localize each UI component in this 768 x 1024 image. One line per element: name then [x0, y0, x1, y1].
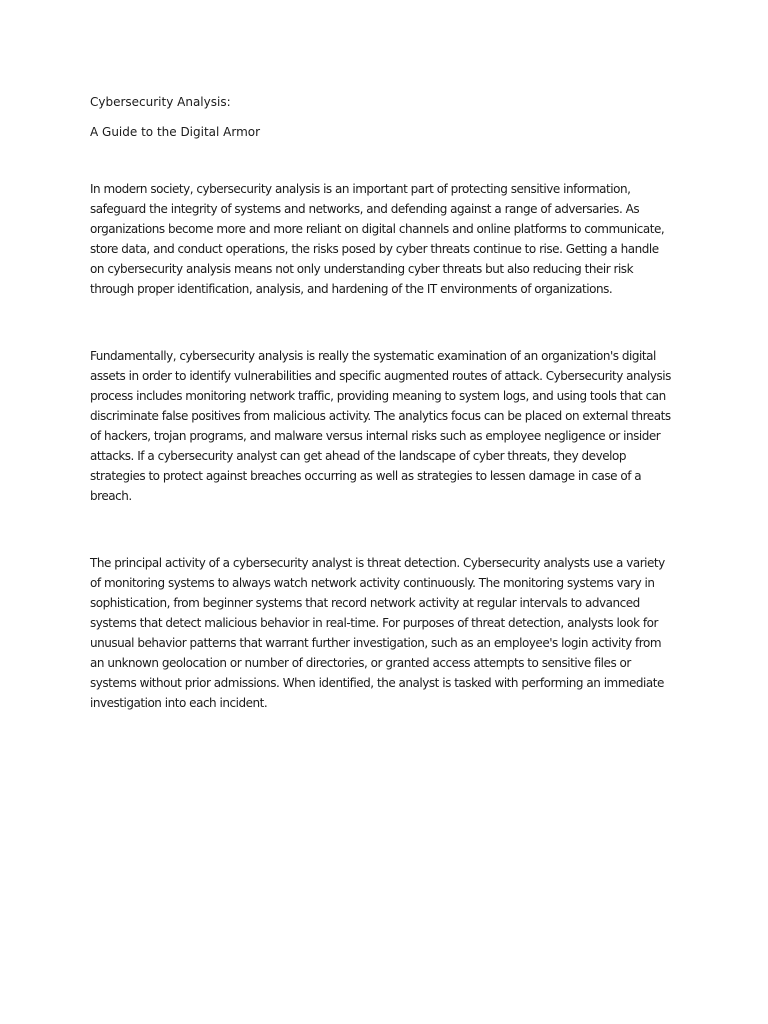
paragraph-line: systems that detect malicious behavior in real-time. For purposes of threat detection, analysts look for — [90, 616, 658, 630]
paragraph-line: discriminate false positives from malicious activity. The analytics focus can be placed on external threats — [90, 409, 671, 423]
paragraph-line: store data, and conduct operations, the risks posed by cyber threats continue to rise. Getting a handle — [90, 242, 659, 256]
paragraph-line: process includes monitoring network traffic, providing meaning to system logs, and using tools that can — [90, 389, 666, 403]
paragraph-line: attacks. If a cybersecurity analyst can get ahead of the landscape of cyber threats, they develop — [90, 449, 626, 463]
document-body — [90, 92, 682, 760]
paragraph-line: investigation into each incident. — [90, 696, 268, 710]
paragraph-line: unusual behavior patterns that warrant further investigation, such as an employee's login activity from — [90, 636, 662, 650]
paragraph-2 — [90, 346, 682, 506]
paragraph-line: strategies to protect against breaches occurring as well as strategies to lessen damage in case of a — [90, 469, 642, 483]
paragraph-line: through proper identification, analysis, and hardening of the IT environments of organizations. — [90, 282, 613, 296]
paragraph-line: safeguard the integrity of systems and networks, and defending against a range of adversaries. As — [90, 202, 640, 216]
document-title: Cybersecurity Analysis: — [90, 95, 231, 109]
paragraph-line: on cybersecurity analysis means not only understanding cyber threats but also reducing their risk — [90, 262, 634, 276]
paragraph-line: an unknown geolocation or number of directories, or granted access attempts to sensitive files or — [90, 656, 631, 670]
paragraph-line: of monitoring systems to always watch network activity continuously. The monitoring systems vary in — [90, 576, 655, 590]
paragraph-line: breach. — [90, 489, 132, 503]
document-subtitle: A Guide to the Digital Armor — [90, 125, 261, 139]
paragraph-1 — [90, 179, 682, 299]
paragraph-line: systems without prior admissions. When identified, the analyst is tasked with performing an immediate — [90, 676, 664, 690]
paragraph-line: sophistication, from beginner systems that record network activity at regular intervals to advanced — [90, 596, 640, 610]
paragraph-line: The principal activity of a cybersecurity analyst is threat detection. Cybersecurity analysts use a variety — [90, 556, 665, 570]
paragraph-line: Fundamentally, cybersecurity analysis is really the systematic examination of an organization's digital — [90, 349, 656, 363]
paragraph-line: organizations become more and more reliant on digital channels and online platforms to communicate, — [90, 222, 665, 236]
paragraph-line: assets in order to identify vulnerabilities and specific augmented routes of attack. Cybersecurity analysis — [90, 369, 671, 383]
paragraph-3 — [90, 553, 682, 713]
paragraph-line: of hackers, trojan programs, and malware versus internal risks such as employee negligence or insider — [90, 429, 661, 443]
paragraph-line: In modern society, cybersecurity analysis is an important part of protecting sensitive information, — [90, 182, 631, 196]
